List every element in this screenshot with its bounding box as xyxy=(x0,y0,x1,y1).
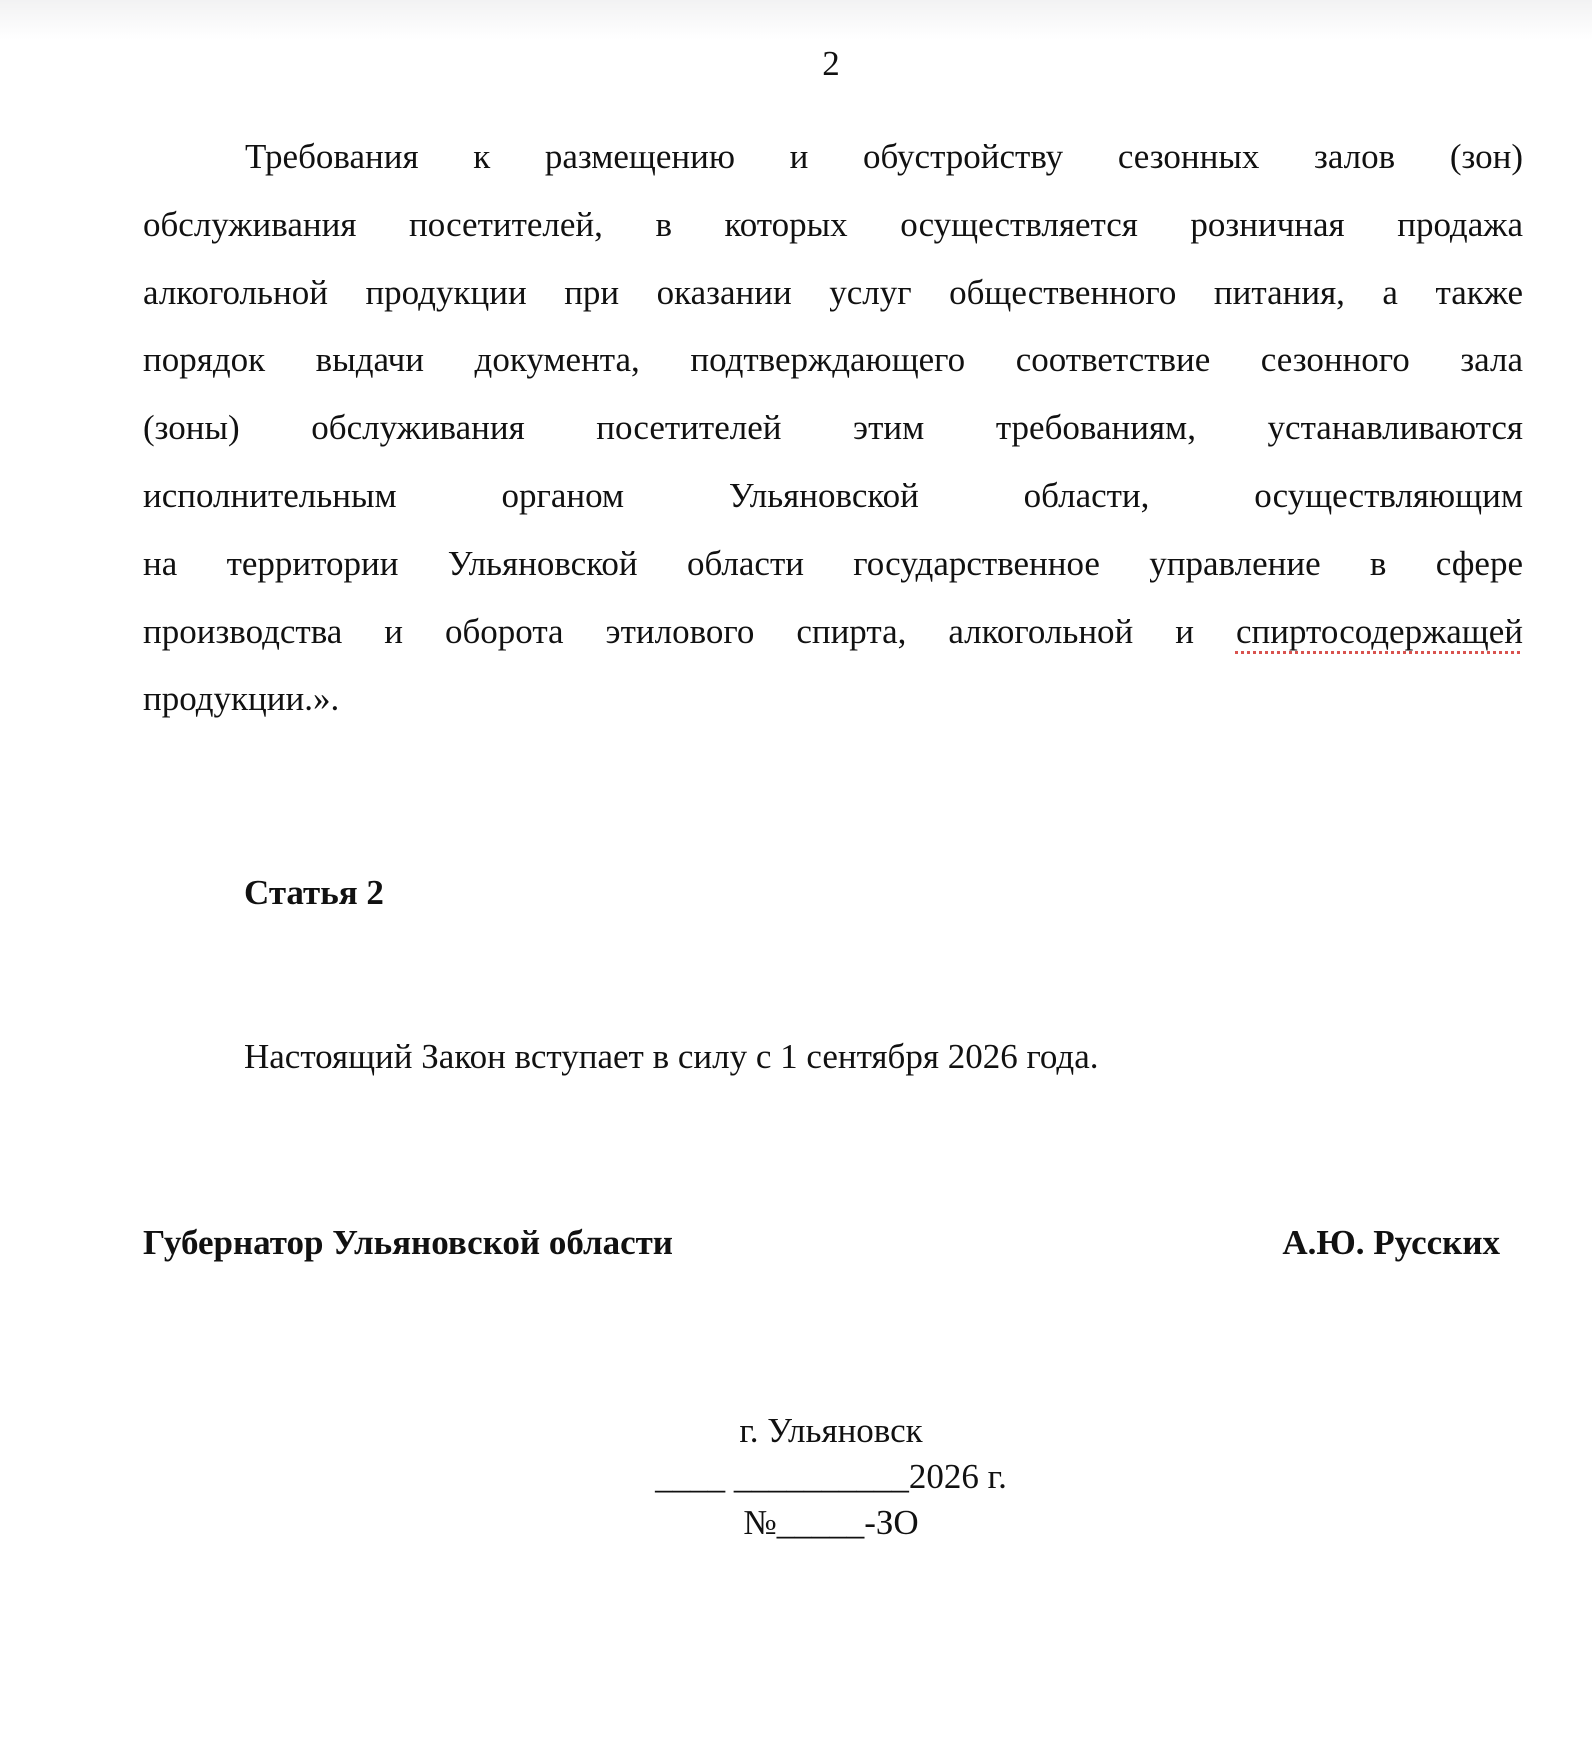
paragraph-line: на территории Ульяновской области государственное управление в сфере xyxy=(143,543,1523,583)
paragraph-line: обслуживания посетителей, в которых осуществляется розничная продажа xyxy=(143,204,1523,244)
amendment-paragraph xyxy=(143,123,1523,733)
paragraph-line-text: производства и оборота этилового спирта, алкогольной и xyxy=(143,611,1194,651)
top-shade xyxy=(0,0,1592,40)
signatory-name: А.Ю. Русских xyxy=(1282,1223,1500,1262)
paragraph-line: продукции.». xyxy=(143,679,340,719)
paragraph-line: исполнительным органом Ульяновской области, осуществляющим xyxy=(143,475,1523,515)
spellcheck-flagged-word[interactable]: спиртосодержащей xyxy=(1235,611,1524,651)
document-footer xyxy=(0,1408,1592,1546)
footer-number: №_____-ЗО xyxy=(743,1503,919,1542)
paragraph-line: порядок выдачи документа, подтверждающего соответствие сезонного зала xyxy=(143,340,1523,380)
signatory-title: Губернатор Ульяновской области xyxy=(143,1223,673,1262)
paragraph-line: (зоны) обслуживания посетителей этим требованиям, устанавливаются xyxy=(143,408,1523,448)
article-text: Настоящий Закон вступает в силу с 1 сентября 2026 года. xyxy=(244,1037,1099,1076)
page-number: 2 xyxy=(822,44,840,83)
paragraph-line: алкогольной продукции при оказании услуг общественного питания, а также xyxy=(143,272,1523,312)
article-heading: Статья 2 xyxy=(244,873,384,912)
footer-date: ____ __________2026 г. xyxy=(655,1457,1007,1496)
paragraph-line: Требования к размещению и обустройству сезонных залов (зон) xyxy=(245,137,1523,176)
paragraph-line xyxy=(143,598,1523,666)
footer-city: г. Ульяновск xyxy=(739,1411,923,1450)
